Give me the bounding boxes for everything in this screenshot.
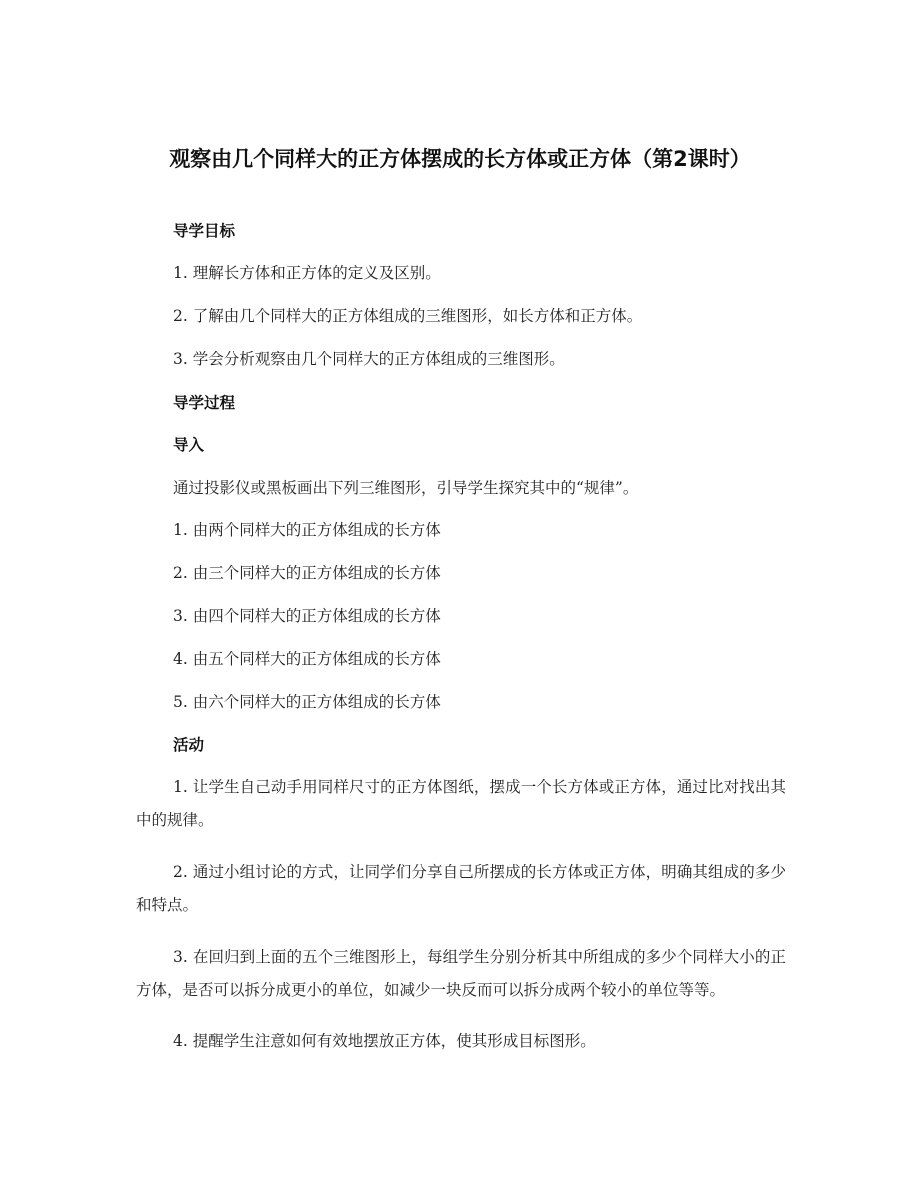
intro-item: 2. 由三个同样大的正方体组成的长方体: [173, 564, 441, 582]
activity-item: 2. 通过小组讨论的方式，让同学们分享自己所摆成的长方体或正方体，明确其组成的多少和特点。: [136, 863, 786, 914]
activity-item: 4. 提醒学生注意如何有效地摆放正方体，使其形成目标图形。: [173, 1032, 596, 1050]
intro-item: 1. 由两个同样大的正方体组成的长方体: [173, 521, 441, 539]
intro-item: 5. 由六个同样大的正方体组成的长方体: [173, 693, 441, 711]
goal-item: 2. 了解由几个同样大的正方体组成的三维图形，如长方体和正方体。: [173, 307, 643, 325]
document-title: 观察由几个同样大的正方体摆成的长方体或正方体（第2课时）: [169, 147, 751, 171]
goal-item: 1. 理解长方体和正方体的定义及区别。: [173, 264, 441, 282]
subheading-intro: 导入: [173, 436, 205, 454]
goal-item: 3. 学会分析观察由几个同样大的正方体组成的三维图形。: [173, 350, 565, 368]
intro-item: 4. 由五个同样大的正方体组成的长方体: [173, 650, 441, 668]
activity-item: 3. 在回归到上面的五个三维图形上，每组学生分别分析其中所组成的多少个同样大小的正方体，是否可以拆分成更小的单位，如减少一块反而可以拆分成两个较小的单位等等。: [136, 948, 786, 999]
subheading-activity: 活动: [173, 736, 205, 754]
intro-text: 通过投影仪或黑板画出下列三维图形，引导学生探究其中的“规律”。: [173, 479, 639, 497]
activity-item: 1. 让学生自己动手用同样尺寸的正方体图纸，摆成一个长方体或正方体，通过比对找出其中的规律。: [136, 778, 786, 829]
section-heading-process: 导学过程: [173, 394, 236, 412]
section-heading-goals: 导学目标: [173, 222, 236, 240]
intro-item: 3. 由四个同样大的正方体组成的长方体: [173, 607, 441, 625]
